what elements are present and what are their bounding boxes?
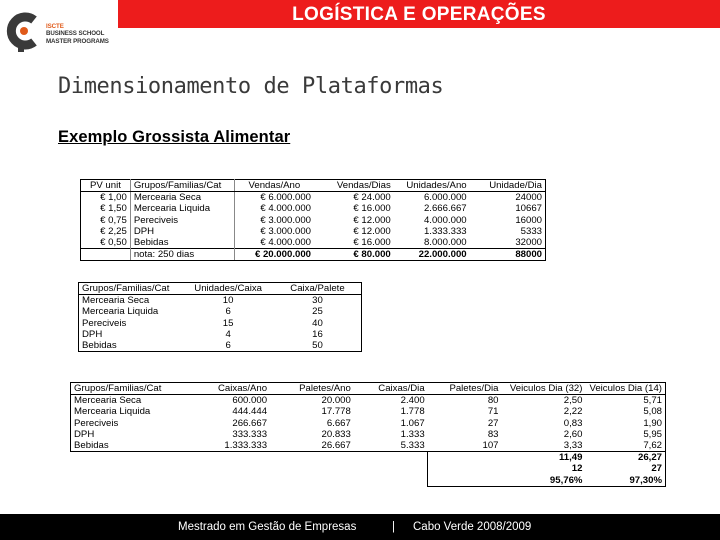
cell: 2,22 bbox=[563, 406, 583, 418]
cell: € 0,75 bbox=[81, 215, 131, 226]
logo-line-1: ISCTE bbox=[46, 23, 64, 30]
logistics-table-header bbox=[71, 383, 666, 395]
table-row bbox=[79, 318, 362, 329]
table-row bbox=[81, 203, 546, 214]
cell: 32000 bbox=[515, 237, 542, 249]
header-cell: Caixas/Dia bbox=[354, 383, 428, 395]
cell: 20.833 bbox=[321, 428, 351, 440]
cell: Mercearia Liquida bbox=[71, 406, 171, 417]
cell: 2.400 bbox=[400, 395, 425, 407]
cell: 6 bbox=[225, 306, 231, 318]
cell: 30 bbox=[312, 295, 323, 307]
cell: € 4.000.000 bbox=[260, 203, 311, 215]
cell: € 24.000 bbox=[353, 192, 391, 204]
summary-row bbox=[71, 452, 666, 464]
cell: € 0,50 bbox=[81, 237, 131, 249]
footer-bar bbox=[0, 514, 720, 540]
cell: Mercearia Seca bbox=[71, 395, 171, 407]
cell: 5,08 bbox=[585, 406, 665, 417]
cell: 27 bbox=[487, 417, 499, 429]
header-cell: Paletes/Ano bbox=[270, 383, 354, 395]
cell: € 3.000.000 bbox=[260, 225, 311, 237]
header-cell: Unidades/Ano bbox=[394, 180, 470, 192]
table-row bbox=[79, 340, 362, 352]
note-cell: nota: 250 dias bbox=[130, 249, 234, 261]
total-cell: 22.000.000 bbox=[394, 249, 470, 261]
cell: 3,33 bbox=[502, 440, 586, 452]
cell: 6.667 bbox=[326, 417, 351, 429]
footer-right-text: Cabo Verde 2008/2009 bbox=[413, 521, 532, 533]
cell: 1.333.333 bbox=[170, 440, 270, 452]
footer-left-text: Mestrado em Gestão de Empresas bbox=[178, 521, 357, 533]
cell: Bebidas bbox=[130, 237, 234, 249]
cell: € 1,00 bbox=[81, 192, 131, 204]
cell: 266.667 bbox=[232, 417, 268, 429]
cell: € 2,25 bbox=[81, 226, 131, 237]
cell: 10667 bbox=[515, 203, 542, 215]
header-cell: Caixa/Palete bbox=[274, 283, 362, 295]
summary-cell: 12 bbox=[571, 463, 583, 475]
packaging-table-header bbox=[79, 283, 362, 295]
cell: Mercearia Liquida bbox=[82, 306, 159, 318]
cell: 7,62 bbox=[585, 440, 665, 452]
cell: 1.333.333 bbox=[423, 225, 467, 237]
footer-separator: | bbox=[392, 521, 395, 533]
summary-cell: 26,27 bbox=[585, 452, 665, 464]
cell: Bebidas bbox=[82, 340, 117, 352]
cell: 80 bbox=[487, 395, 499, 407]
summary-cell: 27 bbox=[585, 463, 665, 474]
cell: 107 bbox=[428, 440, 502, 452]
cell: € 12.000 bbox=[353, 225, 391, 237]
cell: Pereciveis bbox=[71, 418, 171, 429]
header-cell: Paletes/Dia bbox=[428, 383, 502, 395]
slide-title: Dimensionamento de Plataformas bbox=[58, 74, 444, 99]
cell: 16 bbox=[312, 328, 323, 340]
cell: DPH bbox=[71, 429, 171, 440]
total-row bbox=[81, 249, 546, 261]
cell: DPH bbox=[82, 328, 103, 340]
sales-table-header bbox=[81, 180, 546, 192]
cell: 1,90 bbox=[585, 418, 665, 429]
cell: 2,50 bbox=[563, 395, 583, 407]
cell: 1.333 bbox=[400, 428, 425, 440]
cell: 4 bbox=[225, 328, 231, 340]
table-row bbox=[81, 192, 546, 204]
cell: 15 bbox=[222, 317, 234, 329]
cell: 5,71 bbox=[585, 395, 665, 407]
summary-row bbox=[71, 475, 666, 487]
summary-row bbox=[71, 463, 666, 474]
table-row bbox=[79, 306, 362, 317]
cell: 83 bbox=[487, 428, 499, 440]
cell: 17.778 bbox=[321, 406, 351, 418]
header-cell: Vendas/Ano bbox=[234, 180, 314, 192]
cell: Pereciveis bbox=[82, 317, 127, 329]
table-row bbox=[71, 429, 666, 440]
table-row bbox=[79, 329, 362, 340]
cell: € 16.000 bbox=[353, 237, 391, 249]
table-row bbox=[81, 226, 546, 237]
cell: € 6.000.000 bbox=[260, 192, 311, 204]
cell: € 1,50 bbox=[81, 203, 131, 214]
cell: 24000 bbox=[515, 192, 542, 204]
cell: 25 bbox=[312, 306, 323, 318]
table-row bbox=[71, 395, 666, 407]
cell: 1.778 bbox=[400, 406, 425, 418]
header-cell: Grupos/Familias/Cat bbox=[130, 180, 234, 192]
table-row bbox=[79, 295, 362, 307]
cell: 8.000.000 bbox=[423, 237, 467, 249]
header-cell: Veiculos Dia (14) bbox=[585, 383, 665, 395]
header-cell: Grupos/Familias/Cat bbox=[71, 383, 171, 395]
cell: 71 bbox=[487, 406, 499, 418]
cell: 2.666.667 bbox=[423, 203, 467, 215]
cell: 50 bbox=[312, 340, 323, 352]
table-row bbox=[71, 440, 666, 452]
header-cell: Unidades/Caixa bbox=[182, 283, 274, 295]
cell: 2,60 bbox=[563, 428, 583, 440]
table-row bbox=[81, 237, 546, 249]
cell bbox=[81, 249, 131, 261]
summary-cell: 95,76% bbox=[502, 475, 586, 487]
cell: € 4.000.000 bbox=[260, 237, 311, 249]
logo-mark-icon bbox=[4, 8, 44, 54]
cell: 6.000.000 bbox=[423, 192, 467, 204]
slide-subtitle: Exemplo Grossista Alimentar bbox=[58, 128, 291, 146]
logo-line-3: MASTER PROGRAMS bbox=[46, 37, 109, 45]
logo-line-2: BUSINESS SCHOOL bbox=[46, 30, 105, 38]
cell: 0,83 bbox=[563, 417, 583, 429]
cell: 16000 bbox=[515, 214, 542, 226]
cell: Mercearia Seca bbox=[130, 192, 234, 204]
cell: 6 bbox=[225, 340, 231, 352]
table-row bbox=[81, 215, 546, 226]
cell: € 3.000.000 bbox=[260, 214, 311, 226]
cell: € 12.000 bbox=[353, 214, 391, 226]
header-cell: Unidade/Dia bbox=[470, 180, 546, 192]
header-cell: Caixas/Ano bbox=[170, 383, 270, 395]
cell: 5.333 bbox=[354, 440, 428, 452]
cell: Bebidas bbox=[71, 440, 171, 452]
logistics-table bbox=[70, 382, 666, 487]
iscte-logo bbox=[4, 8, 116, 54]
cell: € 16.000 bbox=[353, 203, 391, 215]
cell: 333.333 bbox=[232, 428, 268, 440]
sales-table bbox=[80, 179, 546, 261]
cell: 4.000.000 bbox=[423, 214, 467, 226]
banner-title: LOGÍSTICA E OPERAÇÕES bbox=[118, 0, 720, 28]
total-cell: € 80.000 bbox=[314, 249, 394, 261]
cell: 600.000 bbox=[232, 395, 268, 407]
header-cell: PV unit bbox=[81, 180, 131, 192]
header-cell: Grupos/Familias/Cat bbox=[79, 283, 183, 295]
cell: 444.444 bbox=[232, 406, 268, 418]
cell: Mercearia Liquida bbox=[130, 203, 234, 214]
packaging-table bbox=[78, 282, 362, 352]
cell: 10 bbox=[222, 295, 234, 307]
logo-text bbox=[46, 23, 109, 45]
summary-cell: 11,49 bbox=[558, 452, 583, 464]
cell: 26.667 bbox=[270, 440, 354, 452]
cell: 40 bbox=[312, 317, 323, 329]
summary-cell: 97,30% bbox=[585, 475, 665, 487]
table-row bbox=[71, 418, 666, 429]
total-cell: 88000 bbox=[470, 249, 546, 261]
cell: DPH bbox=[130, 226, 234, 237]
cell: Pereciveis bbox=[130, 215, 234, 226]
table-row bbox=[71, 406, 666, 417]
cell: 1.067 bbox=[400, 417, 425, 429]
cell: 20.000 bbox=[321, 395, 351, 407]
header-cell: Vendas/Dias bbox=[314, 180, 394, 192]
header-cell: Veiculos Dia (32) bbox=[502, 383, 586, 395]
cell: 5,95 bbox=[585, 429, 665, 440]
cell: Mercearia Seca bbox=[82, 295, 150, 307]
total-cell: € 20.000.000 bbox=[234, 249, 314, 261]
cell: 5333 bbox=[520, 225, 542, 237]
